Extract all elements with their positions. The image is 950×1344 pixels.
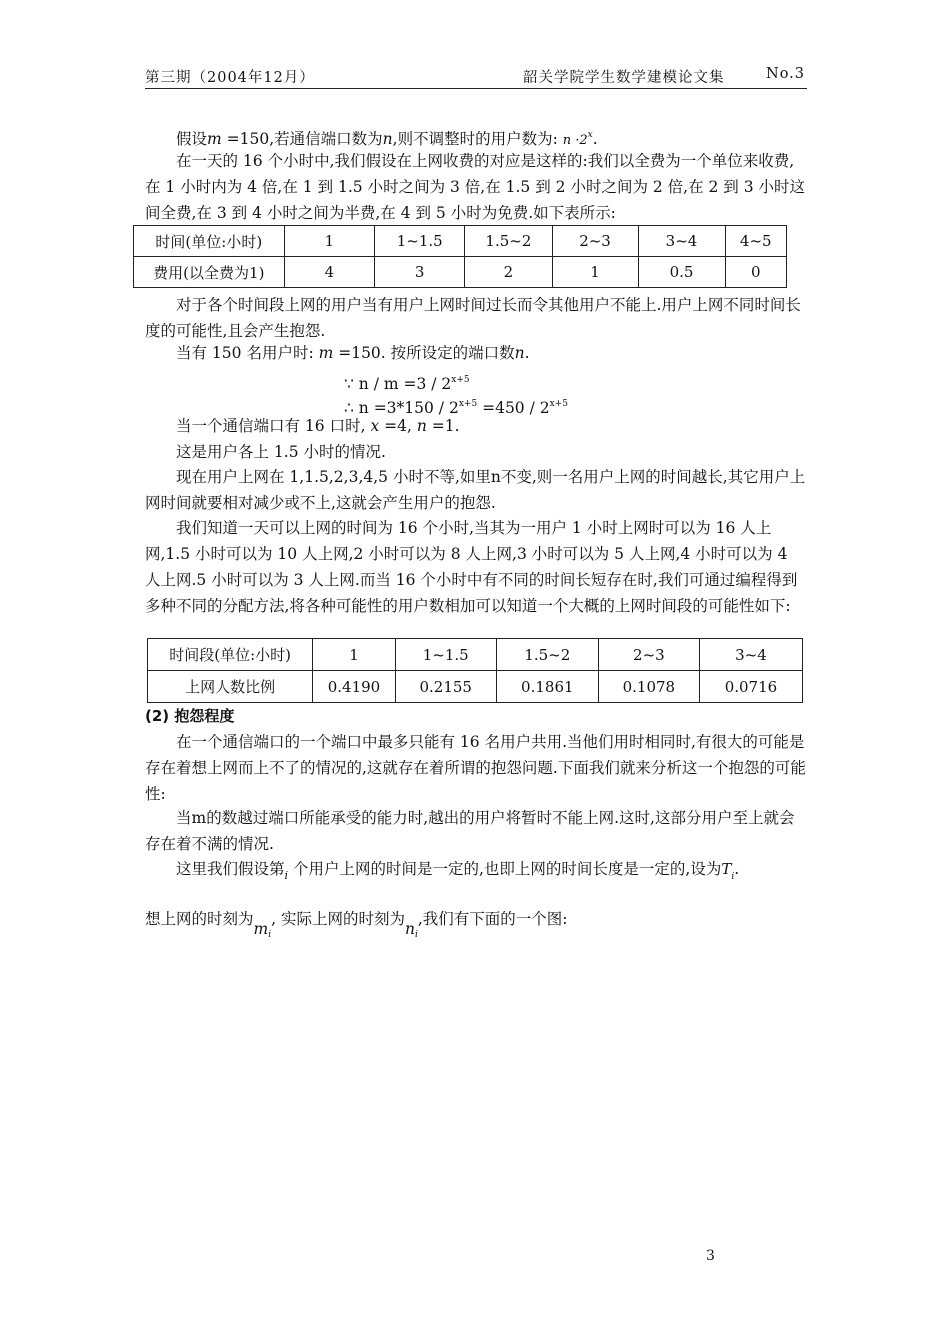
paragraph-1-5-hours: 这是用户各上 1.5 小时的情况.	[176, 443, 386, 461]
table-cell: 1.5~2	[465, 226, 552, 257]
issue-number: No.3	[766, 66, 805, 82]
equation-n: ∴ $n =3*150 / 2^{x+5} =450 / 2^{x+5}$	[344, 399, 568, 417]
paragraph-assumption: 假设m =150,若通信端口数为n,则不调整时的用户数为: $n \cdot 2^x$.	[176, 130, 598, 148]
paragraph-16-hours: 我们知道一天可以上网的时间为 16 个小时,当其为一用户 1 小时上网时可以为 16 人上网,1.5 小时可以为 10 人上网,2 小时可以为 8 人上网,3 小时可以为 5 人上网,4 小时可以为 4 人上网.5 小时可以为 3 人上网.而当 16 个小时中有不同的时间长短存在时,我们可通过编程得到多种不同的分配方法,将各种可能性的用户数相加可以知道一个大概的上网时间段的可能性如下:	[145, 519, 798, 615]
table-cell: 0.4190	[313, 671, 395, 703]
table-cell: 0.5	[638, 257, 725, 288]
page-header	[145, 66, 807, 89]
journal-title: 韶关学院学生数学建模论文集	[523, 70, 725, 86]
table-cell: 2~3	[598, 639, 699, 671]
table-cell: 2	[465, 257, 552, 288]
table-cell: 0.0716	[699, 671, 802, 703]
table-header-cell: 时间(单位:小时)	[134, 226, 285, 257]
paragraph-mi-ni: 想上网的时刻为$m_i$, 实际上网的时刻为$n_i$,我们有下面的一个图:	[145, 910, 568, 940]
issue-label: 第三期（2004年12月）	[145, 70, 315, 86]
table-cell: 0.2155	[395, 671, 496, 703]
table-row	[134, 257, 787, 288]
paragraph-port-limit: 在一个通信端口的一个端口中最多只能有 16 名用户共用.当他们用时相同时,有很大的可能是存在着想上网而上不了的情况的,这就存在着所谓的抱怨问题.下面我们就来分析这一个抱怨的可能性:	[145, 733, 806, 803]
table-row	[134, 226, 787, 257]
equation-ratio: ∵ $n / m =3 / 2^{x+5}$	[344, 375, 470, 393]
table-row	[148, 639, 803, 671]
table-cell: 1.5~2	[496, 639, 598, 671]
fee-table	[133, 225, 787, 288]
table-cell: 3~4	[699, 639, 802, 671]
table-cell: 3~4	[638, 226, 725, 257]
table-header-cell: 时间段(单位:小时)	[148, 639, 313, 671]
table-header-cell: 上网人数比例	[148, 671, 313, 703]
table-row	[148, 671, 803, 703]
paragraph-overflow: 当m的数越过端口所能承受的能力时,越出的用户将暂时不能上网.这时,这部分用户至上就会存在着不满的情况.	[145, 809, 795, 853]
table-cell: 1	[552, 257, 638, 288]
paragraph-16-ports: 当一个通信端口有 16 口时, x =4, n =1.	[176, 417, 460, 435]
paragraph-assume-ti: 这里我们假设第$_i$ 个用户上网的时间是一定的,也即上网的时间长度是一定的,设为$T_i$.	[176, 860, 740, 882]
table-cell: 2~3	[552, 226, 638, 257]
table-cell: 4	[284, 257, 375, 288]
paragraph-complaint-intro: 对于各个时间段上网的用户当有用户上网时间过长而令其他用户不能上.用户上网不同时间长度的可能性,且会产生抱怨.	[145, 296, 801, 340]
table-cell: 3	[375, 257, 465, 288]
paragraph-fee-rules: 在一天的 16 个小时中,我们假设在上网收费的对应是这样的:我们以全费为一个单位来收费,在 1 小时内为 4 倍,在 1 到 1.5 小时之间为 3 倍,在 1.5 到 2 小时之间为 2 倍,在 2 到 3 小时这间全费,在 3 到 4 小时之间为半费,在 4 到 5 小时为免费.如下表所示:	[145, 152, 806, 222]
table-header-cell: 费用(以全费为1)	[134, 257, 285, 288]
section-heading: (2) 抱怨程度	[145, 707, 235, 725]
usage-ratio-table	[147, 638, 803, 703]
paragraph-150-users: 当有 150 名用户时: m =150. 按所设定的端口数n.	[176, 344, 530, 362]
table-cell: 1	[313, 639, 395, 671]
table-cell: 1	[284, 226, 375, 257]
paragraph-varying-times: 现在用户上网在 1,1.5,2,3,4,5 小时不等,如里n不变,则一名用户上网的时间越长,其它用户上网时间就要相对减少或不上,这就会产生用户的抱怨.	[145, 468, 806, 512]
table-cell: 0.1861	[496, 671, 598, 703]
table-cell: 1~1.5	[375, 226, 465, 257]
table-cell: 4~5	[725, 226, 787, 257]
page-number: 3	[706, 1248, 715, 1264]
table-cell: 0.1078	[598, 671, 699, 703]
table-cell: 0	[725, 257, 787, 288]
table-cell: 1~1.5	[395, 639, 496, 671]
